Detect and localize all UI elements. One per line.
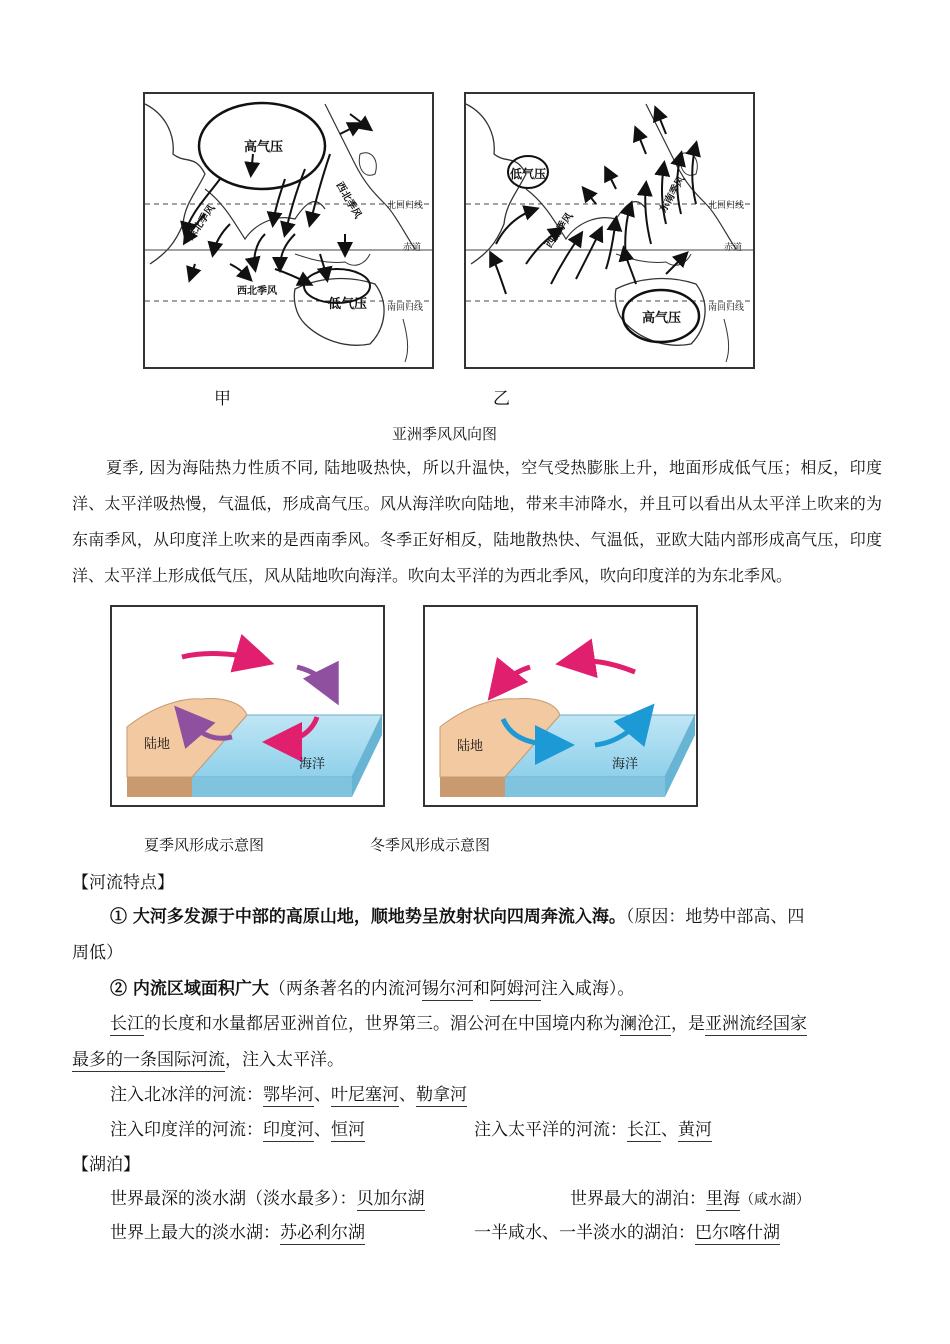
nw-monsoon-label: 西北季风 <box>333 180 364 221</box>
map-caption: 亚洲季风风向图 <box>392 425 498 443</box>
sea-label: 海洋 <box>612 757 639 772</box>
tropic-s-label: 南回归线 <box>708 303 745 313</box>
tropic-s-label: 南回归线 <box>387 303 424 313</box>
half-salt-lake: 一半咸水、一半淡水的湖泊：巴尔喀什湖 <box>474 1223 780 1243</box>
nw-monsoon-bottom-label: 西北季风 <box>237 286 277 297</box>
river-point-1-rest: （原因：地势中部高、四 <box>625 907 805 927</box>
yangtze-line: 长江的长度和水量都居亚洲首位，世界第三。湄公河在中国境内称为澜沧江，是亚洲流经国家 <box>110 1014 807 1034</box>
lakes-heading: 【湖泊】 <box>72 1155 140 1175</box>
se-monsoon-label: 东南季风 <box>657 174 688 215</box>
sea-label: 海洋 <box>299 757 326 772</box>
winter-monsoon-map <box>143 92 434 369</box>
high-pressure-label: 高气压 <box>642 311 682 326</box>
river-point-1 <box>110 902 804 927</box>
summer-wind-diagram <box>110 605 385 807</box>
arctic-rivers: 注入北冰洋的河流：鄂毕河、叶尼塞河、勒拿河 <box>110 1085 467 1105</box>
river-yangtze: 长江 <box>110 1014 144 1034</box>
winter-wind-diagram <box>423 605 698 807</box>
winter-diagram-caption: 冬季风形成示意图 <box>370 836 491 854</box>
monsoon-explanation: 夏季, 因为海陆热力性质不同, 陆地吸热快，所以升温快，空气受热膨胀上升，地面形成低气压；相反，印度洋、太平洋吸热慢，气温低，形成高气压。风从海洋吹向陆地，带来丰沛降水，并且可以看出从太平洋上吹来的为东南季风，从印度洋上吹来的是西南季风。冬季正好相反，陆地散热快、气温低，亚欧大陆内部形成高气压，印度洋、太平洋上形成低气压，风从陆地吹向海洋。吹向太平洋的为西北季风，吹向印度洋的为东北季风。 <box>72 458 882 585</box>
high-pressure-label: 高气压 <box>244 140 284 155</box>
land-label: 陆地 <box>457 739 484 754</box>
equator-label: 赤道 <box>403 243 422 253</box>
map-yi-label: 乙 <box>493 389 510 409</box>
river-syr-darya: 锡尔河 <box>421 979 473 999</box>
ne-monsoon-label: 东北季风 <box>185 203 218 243</box>
summer-diagram-caption: 夏季风形成示意图 <box>144 836 265 854</box>
low-pressure-label: 低气压 <box>510 167 547 181</box>
river-point-1-cont: 周低） <box>72 943 123 963</box>
mekong-line: 最多的一条国际河流，注入太平洋。 <box>72 1050 344 1070</box>
map-jia-label: 甲 <box>214 389 231 409</box>
pacific-rivers: 注入太平洋的河流：长江、黄河 <box>474 1120 712 1140</box>
tropic-n-label: 北回归线 <box>387 201 424 211</box>
river-amu-darya: 阿姆河 <box>489 979 541 999</box>
largest-freshwater-lake: 世界上最大的淡水湖：苏必利尔湖 <box>110 1223 365 1243</box>
river-point-2-bold: ② 内流区域面积广大 <box>110 979 269 999</box>
river-point-1-bold: ① 大河多发源于中部的高原山地，顺地势呈放射状向四周奔流入海。 <box>110 907 626 927</box>
summer-monsoon-map <box>464 92 755 369</box>
sw-monsoon-label: 西南季风 <box>543 211 576 251</box>
deepest-lake: 世界最深的淡水湖（淡水最多）：贝加尔湖 <box>110 1189 425 1209</box>
indian-rivers: 注入印度洋的河流：印度河、恒河 <box>110 1120 365 1140</box>
tropic-n-label: 北回归线 <box>708 201 745 211</box>
rivers-heading: 【河流特点】 <box>72 873 174 893</box>
equator-label: 赤道 <box>724 243 743 253</box>
river-lancang: 澜沧江 <box>620 1014 671 1034</box>
river-point-2: ② 内流区域面积广大（两条著名的内流河锡尔河和阿姆河注入咸海）。 <box>110 979 635 999</box>
low-pressure-label: 低气压 <box>328 297 368 312</box>
largest-lake: 世界最大的湖泊：里海（咸水湖） <box>570 1189 810 1209</box>
land-label: 陆地 <box>144 737 171 752</box>
